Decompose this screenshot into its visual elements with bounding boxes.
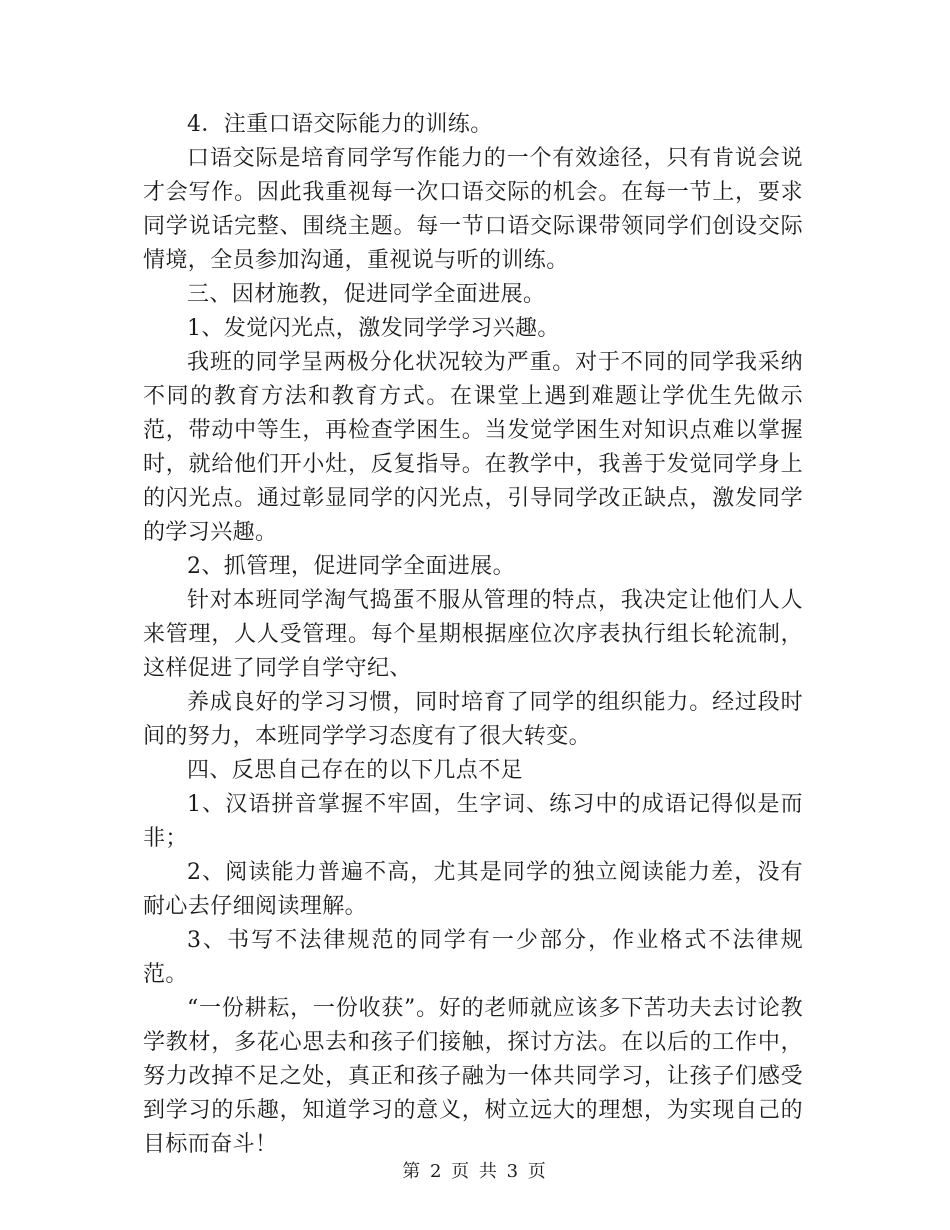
paragraph-shortcoming-one: 1、汉语拼音掌握不牢固，生字词、练习中的成语记得似是而非； — [143, 792, 803, 851]
paragraph-shortcoming-two: 2、阅读能力普遍不高，尤其是同学的独立阅读能力差，没有耐心去仔细阅读理解。 — [143, 860, 803, 919]
paragraph-oral-training-body: 口语交际是培育同学写作能力的一个有效途径，只有肯说会说才会写作。因此我重视每一次口语交际的机会。在每一节上，要求同学说话完整、围绕主题。每一节口语交际课带领同学们创设交际情境，全员参加沟通，重视说与听的训练。 — [143, 146, 803, 273]
paragraph-shortcoming-three: 3、书写不法律规范的同学有一少部分，作业格式不法律规范。 — [143, 928, 803, 987]
page-number-footer: 第 2 页 共 3 页 — [402, 1161, 548, 1182]
paragraph-conclusion: “一份耕耘，一份收获”。好的老师就应该多下苦功夫去讨论教学教材，多花心思去和孩子们接触，探讨方法。在以后的工作中，努力改掉不足之处，真正和孩子融为一体共同学习，让孩子们感受到学习的乐趣，知道学习的意义，树立远大的理想，为实现自己的目标而奋斗！ — [143, 996, 803, 1157]
paragraph-management-body-continued: 养成良好的学习习惯，同时培育了同学的组织能力。经过段时间的努力，本班同学学习态度有了很大转变。 — [143, 690, 803, 749]
document-body — [143, 108, 803, 1162]
paragraph-highlight-body: 我班的同学呈两极分化状况较为严重。对于不同的同学我采纳不同的教育方法和教育方式。在课堂上遇到难题让学优生先做示范，带动中等生，再检查学困生。当发觉学困生对知识点难以掌握时，就给他们开小灶，反复指导。在教学中，我善于发觉同学身上的闪光点。通过彰显同学的闪光点，引导同学改正缺点，激发同学的学习兴趣。 — [143, 350, 803, 545]
paragraph-management-body: 针对本班同学淘气捣蛋不服从管理的特点，我决定让他们人人来管理，人人受管理。每个星期根据座位次序表执行组长轮流制，这样促进了同学自学守纪、 — [143, 588, 803, 681]
paragraph-section-three-heading: 三、因材施教，促进同学全面进展。 — [187, 282, 546, 307]
paragraph-oral-training-heading: 4．注重口语交际能力的训练。 — [187, 112, 493, 137]
paragraph-highlight-heading: 1、发觉闪光点，激发同学学习兴趣。 — [187, 316, 560, 341]
paragraph-management-heading: 2、抓管理，促进同学全面进展。 — [187, 554, 515, 579]
paragraph-section-four-heading: 四、反思自己存在的以下几点不足 — [187, 758, 524, 783]
